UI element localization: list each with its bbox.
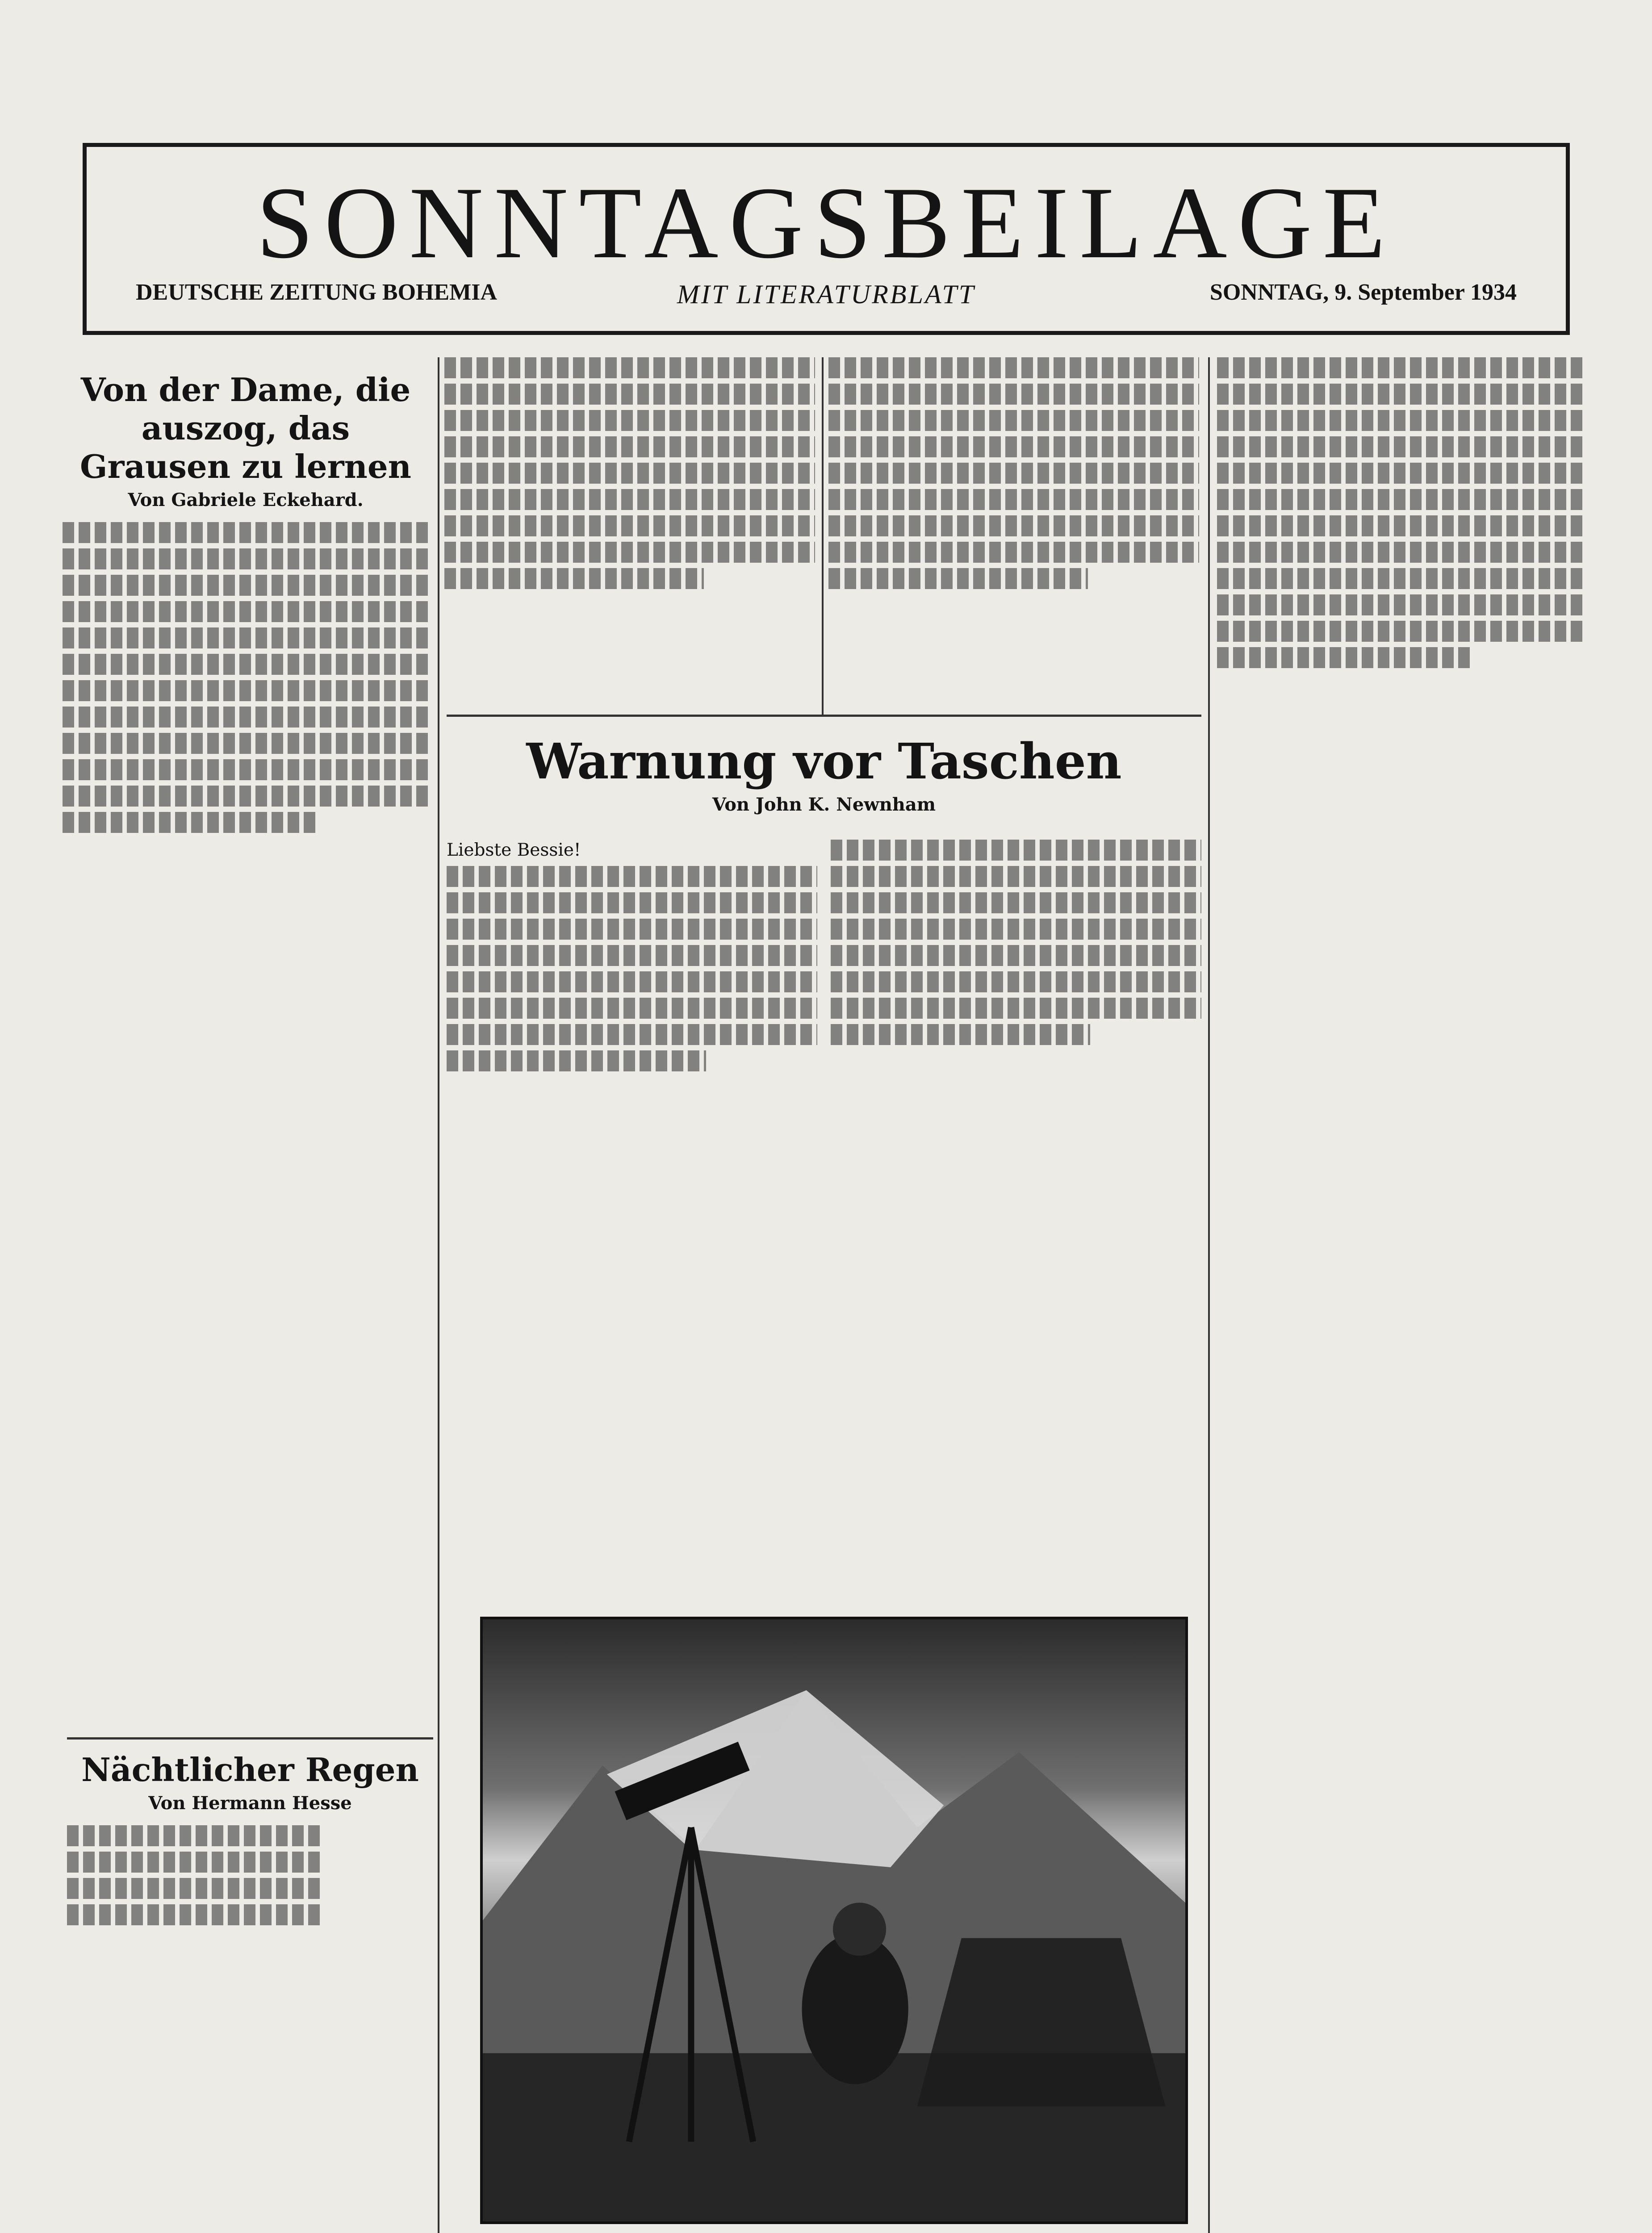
body-text-line	[63, 786, 429, 807]
body-text-line	[1217, 436, 1583, 457]
column-1	[63, 371, 429, 838]
body-text-line	[828, 515, 1199, 536]
salutation: Liebste Bessie!	[447, 840, 581, 860]
body-text-line	[1217, 410, 1583, 431]
body-text-line	[831, 971, 1201, 992]
column-rule	[822, 357, 824, 715]
column-4	[1217, 357, 1583, 673]
story2-column-right	[831, 840, 1201, 1050]
body-text-line	[1217, 647, 1473, 668]
body-text-line	[63, 548, 429, 569]
body-text-line	[63, 575, 429, 596]
body-text-line	[63, 707, 429, 728]
body-text-line	[828, 542, 1199, 563]
body-text-line	[828, 568, 1088, 589]
body-text-line	[1217, 568, 1583, 589]
body-text-line	[444, 410, 815, 431]
body-text-line	[1217, 594, 1583, 615]
body-text-line	[1217, 489, 1583, 510]
body-text-line	[63, 627, 429, 648]
body-text-line	[444, 357, 815, 378]
body-text-line	[831, 892, 1201, 913]
verse-line	[67, 1825, 323, 1846]
verse-line	[67, 1904, 323, 1925]
body-text-line	[828, 489, 1199, 510]
body-text-line	[831, 866, 1201, 887]
body-text-line	[63, 654, 429, 675]
body-text-line	[1217, 384, 1583, 405]
story-byline: Von John K. Newnham	[712, 794, 936, 815]
section-rule	[447, 715, 1201, 717]
section-rule	[67, 1737, 433, 1740]
body-text-line	[831, 945, 1201, 966]
verse-line	[67, 1852, 323, 1873]
body-text-line	[831, 998, 1201, 1019]
body-text-line	[63, 759, 429, 780]
body-text-line	[447, 1024, 817, 1045]
tagline: MIT LITERATURBLATT	[677, 280, 976, 309]
column-2-top	[444, 357, 815, 594]
body-text-line	[1217, 515, 1583, 536]
body-text-line	[444, 515, 815, 536]
photo-illustration	[483, 1619, 1185, 2221]
body-text-line	[444, 436, 815, 457]
body-text-line	[828, 410, 1199, 431]
masthead-title: SONNTAGSBEILAGE	[256, 166, 1397, 280]
body-text-line	[447, 919, 817, 940]
body-text-line	[447, 866, 817, 887]
body-text-line	[1217, 621, 1583, 642]
body-text-line	[447, 971, 817, 992]
column-rule	[1208, 357, 1210, 2233]
body-text-line	[444, 463, 815, 484]
expedition-photo	[480, 1617, 1188, 2224]
body-text-line	[828, 436, 1199, 457]
body-text-line	[444, 568, 704, 589]
issue-date: SONNTAG, 9. September 1934	[1209, 280, 1517, 305]
column-3-top	[828, 357, 1199, 594]
poem-column	[67, 1751, 433, 1931]
body-text-line	[1217, 357, 1583, 378]
body-text-line	[447, 892, 817, 913]
body-text-line	[444, 489, 815, 510]
body-text-line	[447, 998, 817, 1019]
body-text-line	[831, 1024, 1090, 1045]
body-text-line	[831, 840, 1201, 861]
body-text-line	[63, 522, 429, 543]
body-text-line	[63, 601, 429, 622]
body-text-line	[828, 384, 1199, 405]
poem-headline: Nächtlicher Regen	[81, 1751, 419, 1789]
body-text-line	[828, 463, 1199, 484]
body-text-line	[447, 945, 817, 966]
body-text-line	[1217, 463, 1583, 484]
masthead	[83, 143, 1570, 335]
body-text-line	[447, 1050, 706, 1071]
body-text-line	[1217, 542, 1583, 563]
story-headline: Von der Dame, die auszog, das Grausen zu lernen	[79, 371, 412, 485]
body-text-line	[444, 384, 815, 405]
body-text-line	[63, 733, 429, 754]
column-rule	[438, 357, 439, 2233]
poem-byline: Von Hermann Hesse	[148, 1793, 352, 1814]
body-text-line	[828, 357, 1199, 378]
body-text-line	[444, 542, 815, 563]
body-text-line	[63, 680, 429, 701]
verse-line	[67, 1878, 323, 1899]
paper-name: DEUTSCHE ZEITUNG BOHEMIA	[136, 280, 498, 305]
story2	[447, 732, 1201, 827]
story-byline: Von Gabriele Eckehard.	[128, 489, 364, 510]
body-text-line	[831, 919, 1201, 940]
story-headline: Warnung vor Taschen	[526, 732, 1122, 790]
story2-column-left	[447, 840, 817, 1077]
body-text-line	[63, 812, 319, 833]
